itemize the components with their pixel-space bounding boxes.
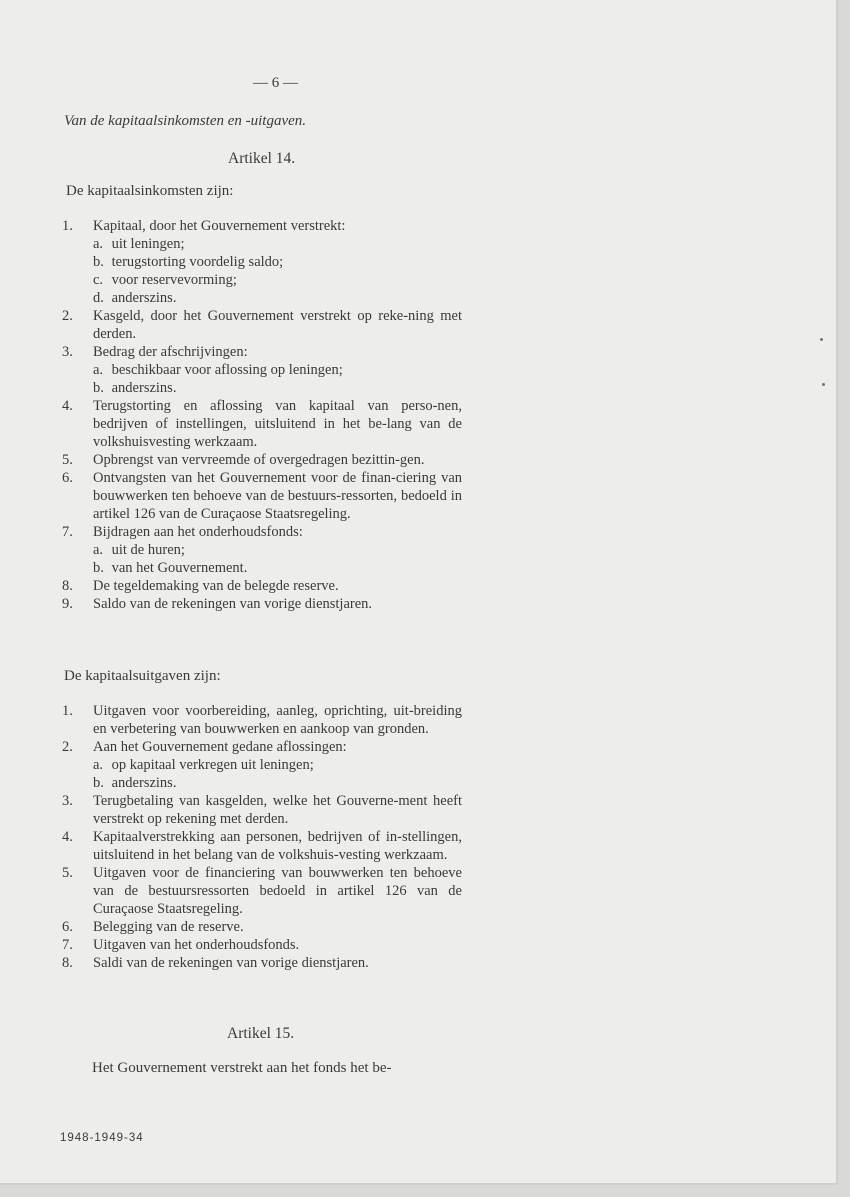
sub-item-letter: b. bbox=[93, 560, 104, 576]
item-text: Uitgaven van het onderhoudsfonds. bbox=[93, 937, 300, 953]
article-14-heading: Artikel 14. bbox=[228, 150, 296, 167]
item-content bbox=[93, 577, 462, 595]
item-content bbox=[93, 469, 462, 523]
sub-item-letter: b. bbox=[93, 775, 104, 791]
sub-item-letter: b. bbox=[93, 380, 104, 396]
item-text: Saldi van de rekeningen van vorige dienstjaren. bbox=[93, 955, 369, 971]
sub-item-text: uit leningen; bbox=[111, 236, 185, 252]
list-item bbox=[62, 954, 462, 972]
item-number: 2. bbox=[62, 739, 73, 755]
section-title: Van de kapitaalsinkomsten en -uitgaven. bbox=[64, 113, 307, 129]
item-text: De tegeldemaking van de belegde reserve. bbox=[93, 578, 339, 594]
sub-item-text: op kapitaal verkregen uit leningen; bbox=[111, 757, 314, 773]
item-content bbox=[93, 451, 462, 469]
article-15-heading: Artikel 15. bbox=[227, 1025, 295, 1042]
sub-item-letter: a. bbox=[93, 362, 104, 378]
item-content bbox=[93, 954, 462, 972]
sub-item bbox=[93, 774, 462, 792]
sub-item-text: terugstorting voordelig saldo; bbox=[111, 254, 284, 270]
list-item bbox=[62, 738, 462, 792]
item-number: 9. bbox=[62, 596, 73, 612]
list-item bbox=[62, 702, 462, 738]
sub-item bbox=[93, 559, 462, 577]
item-content bbox=[93, 307, 462, 343]
sub-item bbox=[93, 271, 462, 289]
list-item bbox=[62, 469, 462, 523]
sub-item-letter: d. bbox=[93, 290, 104, 306]
expense-intro: De kapitaalsuitgaven zijn: bbox=[64, 668, 221, 684]
sub-item bbox=[93, 541, 462, 559]
expense-list bbox=[62, 702, 462, 972]
item-number: 7. bbox=[62, 937, 73, 953]
sub-item-text: anderszins. bbox=[111, 290, 177, 306]
item-number: 4. bbox=[62, 398, 73, 414]
item-content bbox=[93, 828, 462, 864]
item-number: 3. bbox=[62, 793, 73, 809]
item-content bbox=[93, 343, 462, 397]
item-number: 8. bbox=[62, 955, 73, 971]
item-number: 7. bbox=[62, 524, 73, 540]
item-number: 1. bbox=[62, 703, 73, 719]
scan-speck bbox=[822, 383, 825, 386]
item-text: Uitgaven voor de financiering van bouwwerken ten behoeve van de bestuursressorten bedoeld in artikel 126 van de Curaçaose Staatsregeling. bbox=[93, 865, 462, 917]
sub-item bbox=[93, 379, 462, 397]
item-content bbox=[93, 595, 462, 613]
sub-item bbox=[93, 756, 462, 774]
sub-item bbox=[93, 235, 462, 253]
sub-item-text: van het Gouvernement. bbox=[111, 560, 248, 576]
item-content bbox=[93, 792, 462, 828]
list-item bbox=[62, 936, 462, 954]
sub-item bbox=[93, 253, 462, 271]
item-number: 5. bbox=[62, 452, 73, 468]
item-text: Saldo van de rekeningen van vorige dienstjaren. bbox=[93, 596, 373, 612]
footer-code: 1948-1949-34 bbox=[60, 1132, 144, 1144]
item-content bbox=[93, 936, 462, 954]
item-content bbox=[93, 702, 462, 738]
list-item bbox=[62, 828, 462, 864]
list-item bbox=[62, 217, 462, 307]
sub-item-letter: c. bbox=[93, 272, 104, 288]
item-content bbox=[93, 397, 462, 451]
sub-item-text: anderszins. bbox=[111, 380, 177, 396]
sub-item-letter: a. bbox=[93, 542, 104, 558]
item-content bbox=[93, 523, 462, 577]
item-text: Kasgeld, door het Gouvernement verstrekt op reke-ning met derden. bbox=[93, 308, 462, 342]
item-content bbox=[93, 918, 462, 936]
item-content bbox=[93, 217, 462, 307]
sub-item-text: voor reservevorming; bbox=[111, 272, 237, 288]
sub-item-text: uit de huren; bbox=[111, 542, 185, 558]
list-item bbox=[62, 343, 462, 397]
sub-item-text: anderszins. bbox=[111, 775, 177, 791]
item-text: Belegging van de reserve. bbox=[93, 919, 244, 935]
list-item bbox=[62, 523, 462, 577]
sub-item bbox=[93, 361, 462, 379]
sub-item-letter: b. bbox=[93, 254, 104, 270]
list-item bbox=[62, 792, 462, 828]
closing-paragraph: Het Gouvernement verstrekt aan het fonds het be- bbox=[92, 1060, 392, 1076]
sub-item bbox=[93, 289, 462, 307]
sub-item-letter: a. bbox=[93, 236, 104, 252]
list-item bbox=[62, 307, 462, 343]
list-item bbox=[62, 864, 462, 918]
item-number: 1. bbox=[62, 218, 73, 234]
list-item bbox=[62, 451, 462, 469]
item-text: Uitgaven voor voorbereiding, aanleg, oprichting, uit-breiding en verbetering van bouwwerken en aankoop van gronden. bbox=[93, 703, 462, 737]
item-number: 4. bbox=[62, 829, 73, 845]
item-number: 2. bbox=[62, 308, 73, 324]
item-number: 6. bbox=[62, 919, 73, 935]
item-text: Bijdragen aan het onderhoudsfonds: bbox=[93, 524, 303, 540]
scan-speck bbox=[820, 338, 823, 341]
item-number: 8. bbox=[62, 578, 73, 594]
item-text: Ontvangsten van het Gouvernement voor de finan-ciering van bouwwerken ten behoeve van de bestuurs-ressorten, bedoeld in artikel 126 van de Curaçaose Staatsregeling. bbox=[93, 470, 462, 522]
list-item bbox=[62, 397, 462, 451]
item-content bbox=[93, 738, 462, 792]
item-content bbox=[93, 864, 462, 918]
item-text: Kapitaal, door het Gouvernement verstrekt: bbox=[93, 218, 346, 234]
list-item bbox=[62, 918, 462, 936]
sub-item-letter: a. bbox=[93, 757, 104, 773]
item-number: 3. bbox=[62, 344, 73, 360]
item-text: Bedrag der afschrijvingen: bbox=[93, 344, 248, 360]
sub-item-text: beschikbaar voor aflossing op leningen; bbox=[111, 362, 343, 378]
item-text: Aan het Gouvernement gedane aflossingen: bbox=[93, 739, 347, 755]
income-list bbox=[62, 217, 462, 613]
page-number: — 6 — bbox=[253, 75, 298, 91]
income-intro: De kapitaalsinkomsten zijn: bbox=[66, 183, 234, 199]
item-text: Opbrengst van vervreemde of overgedragen bezittin-gen. bbox=[93, 452, 425, 468]
list-item bbox=[62, 577, 462, 595]
item-number: 5. bbox=[62, 865, 73, 881]
item-text: Kapitaalverstrekking aan personen, bedrijven of in-stellingen, uitsluitend in het belang van de volkshuis-vesting werkzaam. bbox=[93, 829, 462, 863]
list-item bbox=[62, 595, 462, 613]
item-text: Terugbetaling van kasgelden, welke het Gouverne-ment heeft verstrekt op rekening met derden. bbox=[93, 793, 462, 827]
item-text: Terugstorting en aflossing van kapitaal van perso-nen, bedrijven of instellingen, uitsluitend in het be-lang van de volkshuisvesting werkzaam. bbox=[93, 398, 462, 450]
item-number: 6. bbox=[62, 470, 73, 486]
